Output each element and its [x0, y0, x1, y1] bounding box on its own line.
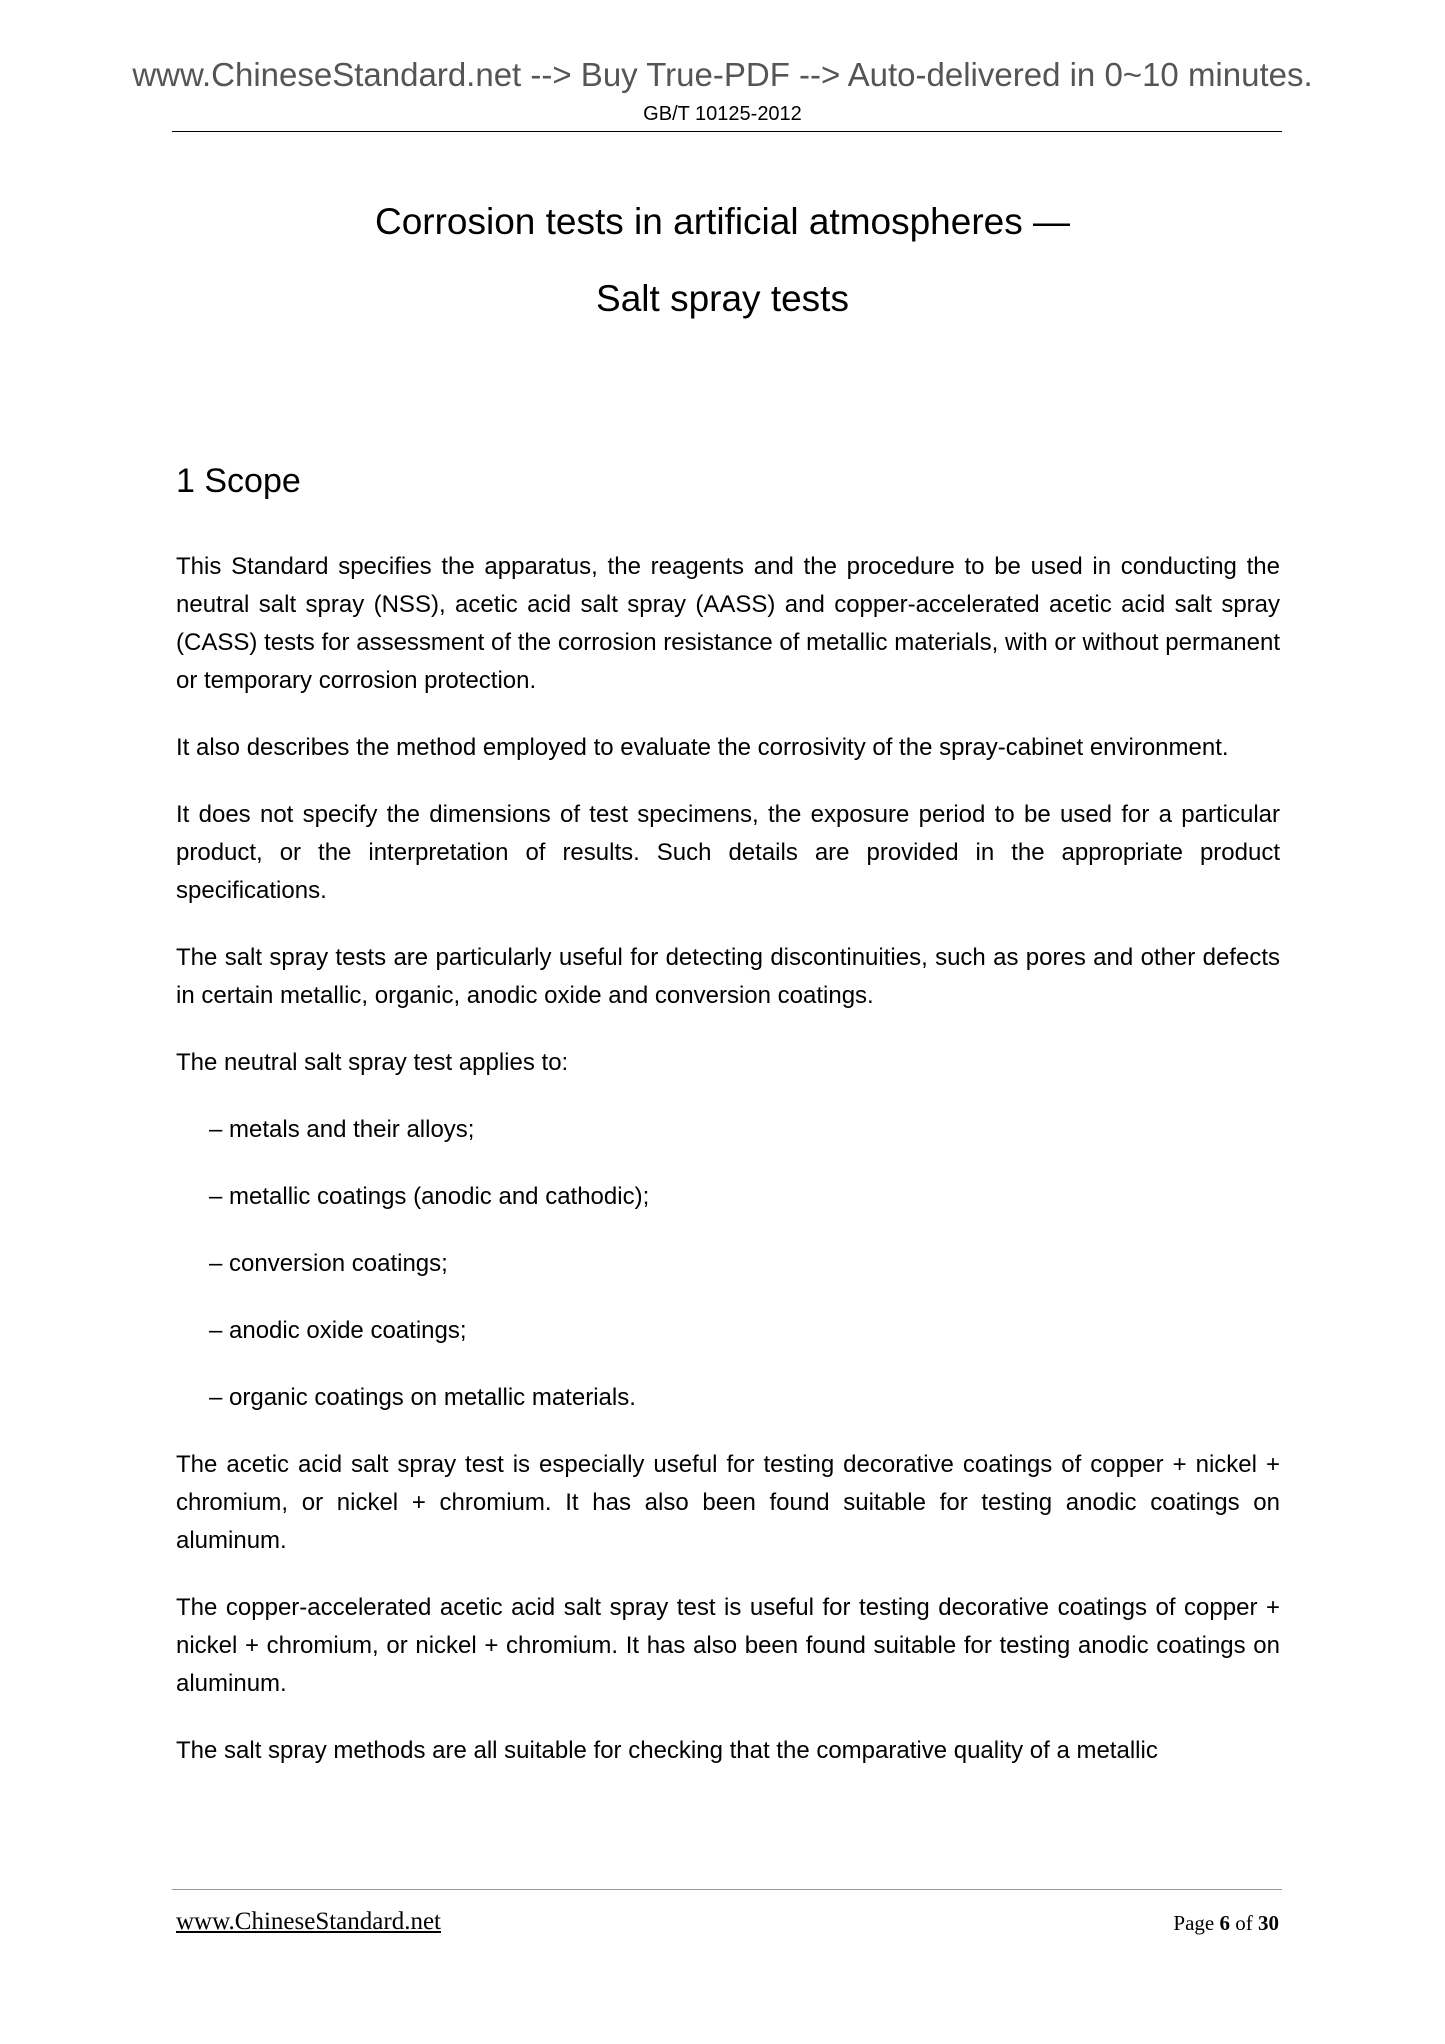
paragraph: It does not specify the dimensions of test specimens, the exposure period to be used for a particular product, or the interpretation of results. Such details are provided in the appropriate product specifications.	[176, 801, 1280, 904]
section-heading: 1 Scope	[176, 462, 301, 500]
list-item: – metals and their alloys;	[209, 1116, 475, 1143]
list-item: – anodic oxide coatings;	[209, 1317, 467, 1344]
page-of: of	[1230, 1911, 1258, 1935]
footer-website-link[interactable]: www.ChineseStandard.net	[176, 1908, 441, 1935]
standard-code: GB/T 10125-2012	[643, 103, 802, 125]
paragraph: The salt spray tests are particularly useful for detecting discontinuities, such as pores and other defects in certain metallic, organic, anodic oxide and conversion coatings.	[176, 944, 1280, 1009]
list-item: – organic coatings on metallic materials.	[209, 1384, 636, 1411]
section-body	[176, 548, 1280, 1799]
paragraph: It also describes the method employed to evaluate the corrosivity of the spray-cabinet environment.	[176, 734, 1229, 761]
header-banner: www.ChineseStandard.net --> Buy True-PDF --> Auto-delivered in 0~10 minutes.	[132, 56, 1313, 93]
list-item: – conversion coatings;	[209, 1250, 448, 1277]
paragraph: This Standard specifies the apparatus, the reagents and the procedure to be used in conducting the neutral salt spray (NSS), acetic acid salt spray (AASS) and copper-accelerated acetic acid salt spray (CASS) tests for assessment of the corrosion resistance of metallic materials, with or without permanent or temporary corrosion protection.	[176, 553, 1280, 694]
list-item: – metallic coatings (anodic and cathodic);	[209, 1183, 650, 1210]
page-prefix: Page	[1173, 1911, 1220, 1935]
total-pages: 30	[1258, 1911, 1279, 1935]
footer-divider	[172, 1889, 1282, 1890]
current-page: 6	[1219, 1911, 1230, 1935]
paragraph: The copper-accelerated acetic acid salt spray test is useful for testing decorative coatings of copper + nickel + chromium, or nickel + chromium. It has also been found suitable for testing anodic coatings on aluminum.	[176, 1594, 1280, 1697]
header-divider	[172, 131, 1282, 132]
document-title-line-2: Salt spray tests	[596, 278, 849, 319]
page-number	[1173, 1911, 1279, 1936]
paragraph: The neutral salt spray test applies to:	[176, 1049, 569, 1076]
paragraph: The salt spray methods are all suitable for checking that the comparative quality of a metallic	[176, 1737, 1158, 1764]
paragraph: The acetic acid salt spray test is especially useful for testing decorative coatings of copper + nickel + chromium, or nickel + chromium. It has also been found suitable for testing anodic coatings on aluminum.	[176, 1451, 1280, 1554]
document-title-line-1: Corrosion tests in artificial atmospheres —	[374, 201, 1071, 242]
